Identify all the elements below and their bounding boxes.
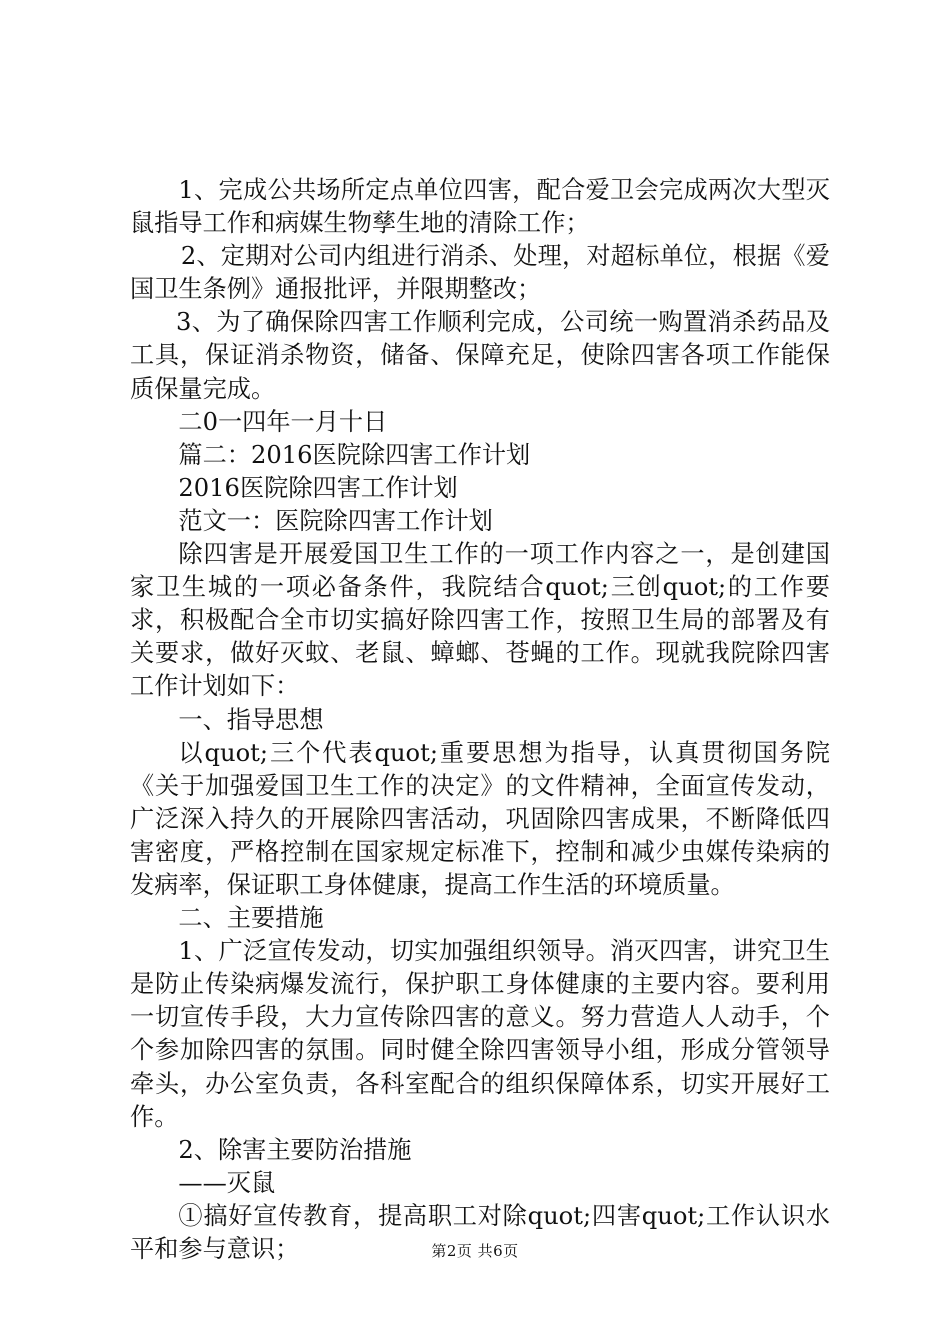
document-body [130, 174, 830, 1266]
paragraph-item-2: 2、定期对公司内组进行消杀、处理，对超标单位，根据《爱国卫生条例》通报批评，并限期整改； [130, 242, 830, 304]
sample-heading: 范文一：医院除四害工作计划 [178, 506, 493, 535]
rodent-item-1: ①搞好宣传教育，提高职工对除quot;四害quot;工作认识水平和参与意识； [130, 1201, 830, 1263]
paragraph-item-3: 3、为了确保除四害工作顺利完成，公司统一购置消杀药品及工具，保证消杀物资，储备、保障充足，使除四害各项工作能保质保量完成。 [130, 308, 830, 403]
document-title: 2016医院除四害工作计划 [178, 473, 458, 502]
measure-1-paragraph: 1、广泛宣传发动，切实加强组织领导。消灭四害，讲究卫生是防止传染病爆发流行，保护职工身体健康的主要内容。要利用一切宣传手段，大力宣传除四害的意义。努力营造人人动手，个个参加除四害的氛围。同时健全除四害领导小组，形成分管领导牵头，办公室负责，各科室配合的组织保障体系，切实开展好工作。 [130, 937, 830, 1131]
measure-2-heading: 2、除害主要防治措施 [178, 1135, 412, 1164]
guiding-ideology-paragraph: 以quot;三个代表quot;重要思想为指导，认真贯彻国务院《关于加强爱国卫生工作的决定》的文件精神，全面宣传发动，广泛深入持久的开展除四害活动，巩固除四害成果，不断降低四害密度，严格控制在国家规定标准下，控制和减少虫媒传染病的发病率，保证职工身体健康，提高工作生活的环境质量。 [130, 738, 830, 899]
rodent-control-heading: ——灭鼠 [178, 1168, 276, 1197]
heading-guiding-ideology: 一、指导思想 [178, 705, 324, 734]
section-heading-part2: 篇二：2016医院除四害工作计划 [178, 440, 531, 469]
date-line: 二0一四年一月十日 [178, 407, 388, 436]
intro-paragraph: 除四害是开展爱国卫生工作的一项工作内容之一，是创建国家卫生城的一项必备条件，我院结合quot;三创quot;的工作要求，积极配合全市切实搞好除四害工作，按照卫生局的部署及有关要求，做好灭蚊、老鼠、蟑螂、苍蝇的工作。现就我院除四害工作计划如下： [130, 540, 830, 701]
paragraph-item-1: 1、完成公共场所定点单位四害，配合爱卫会完成两次大型灭鼠指导工作和病媒生物孳生地的清除工作； [130, 176, 830, 238]
heading-main-measures: 二、主要措施 [178, 904, 324, 933]
page-footer: 第2页 共6页 [431, 1242, 519, 1260]
